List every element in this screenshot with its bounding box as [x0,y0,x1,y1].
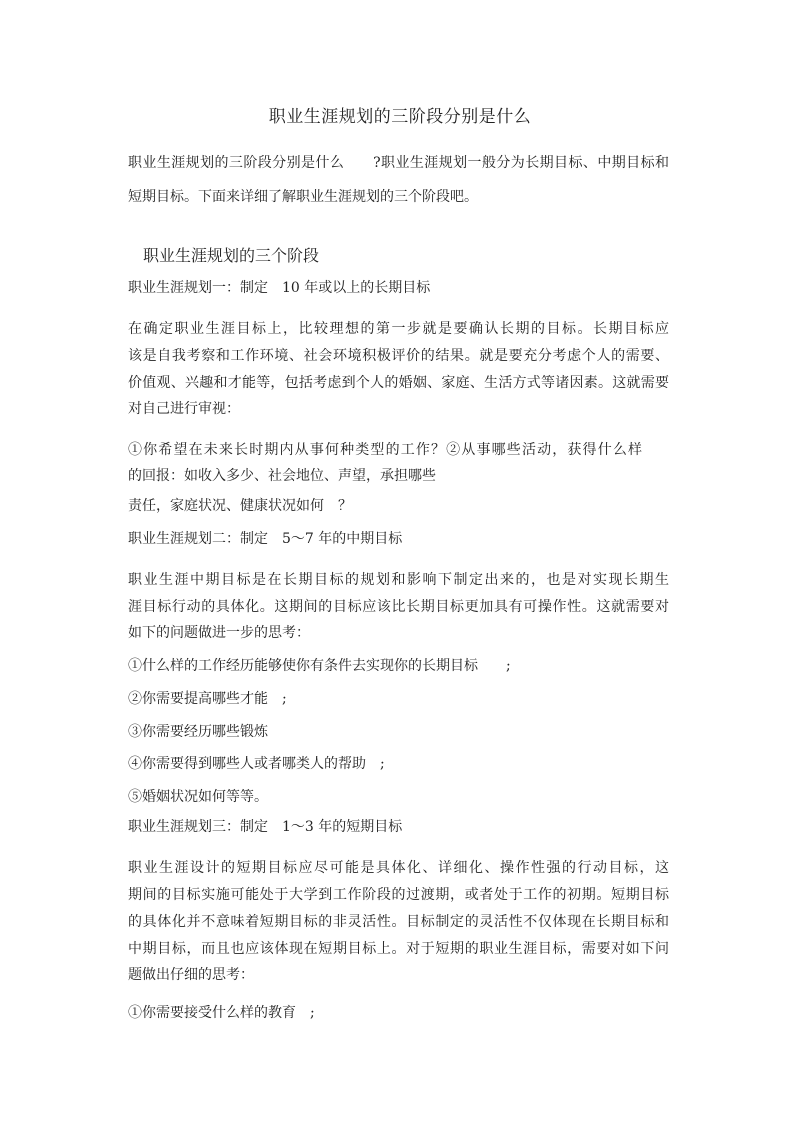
stage2-paragraph-line-1: 职业生涯中期目标是在长期目标的规划和影响下制定出来的，也是对实现长期生 [128,572,669,588]
stage1-questions-line-2: 的回报：如收入多少、社会地位、声望，承担哪些 [128,468,436,484]
intro-line-1: 职业生涯规划的三阶段分别是什么 ?职业生涯规划一般分为长期目标、中期目标和 [128,155,669,171]
stage3-heading: 职业生涯规划三：制定 1～3 年的短期目标 [128,819,403,835]
stage2-item-4: ④你需要得到哪些人或者哪类人的帮助 ; [128,756,385,772]
stage2-item-1: ①什么样的工作经历能够使你有条件去实现你的长期目标 ; [128,658,511,674]
stage1-questions-line-1: ①你希望在未来长时期内从事何种类型的工作？②从事哪些活动，获得什么样 [128,442,642,458]
stage1-paragraph-line-3: 价值观、兴趣和才能等，包括考虑到个人的婚姻、家庭、生活方式等诸因素。这就需要 [128,375,669,391]
stage1-paragraph-line-2: 该是自我考察和工作环境、社会环境积极评价的结果。就是要充分考虑个人的需要、 [128,348,669,364]
stage1-questions-line-3: 责任，家庭状况、健康状况如何 ？ [128,498,352,514]
stage1-paragraph-line-4: 对自己进行审视： [128,401,240,417]
document-title: 职业生涯规划的三阶段分别是什么 [268,107,532,127]
stage3-item-1: ①你需要接受什么样的教育 ; [128,1005,315,1021]
stage2-paragraph-line-3: 如下的问题做进一步的思考： [128,625,310,641]
stage2-item-5: ⑤婚姻状况如何等等。 [128,789,268,805]
stage2-item-2: ②你需要提高哪些才能 ; [128,691,287,707]
stage3-paragraph-line-1: 职业生涯设计的短期目标应尽可能是具体化、详细化、操作性强的行动目标，这 [128,860,669,876]
stage3-paragraph-line-2: 期间的目标实施可能处于大学到工作阶段的过渡期，或者处于工作的初期。短期目标 [128,887,669,903]
stage3-paragraph-line-3: 的具体化并不意味着短期目标的非灵活性。目标制定的灵活性不仅体现在长期目标和 [128,914,669,930]
stage2-paragraph-line-2: 涯目标行动的具体化。这期间的目标应该比长期目标更加具有可操作性。这就需要对 [128,599,669,615]
stage2-heading: 职业生涯规划二：制定 5～7 年的中期目标 [128,531,403,547]
section-heading: 职业生涯规划的三个阶段 [143,246,320,265]
intro-line-2: 短期目标。下面来详细了解职业生涯规划的三个阶段吧。 [128,189,478,205]
stage3-paragraph-line-4: 中期目标，而且也应该体现在短期目标上。对于短期的职业生涯目标，需要对如下问 [128,941,669,957]
stage2-item-3: ③你需要经历哪些锻炼 [128,724,268,740]
stage3-paragraph-line-5: 题做出仔细的思考： [128,967,254,983]
stage1-paragraph-line-1: 在确定职业生涯目标上，比较理想的第一步就是要确认长期的目标。长期目标应 [128,321,669,337]
stage1-heading: 职业生涯规划一：制定 10 年或以上的长期目标 [128,280,431,296]
